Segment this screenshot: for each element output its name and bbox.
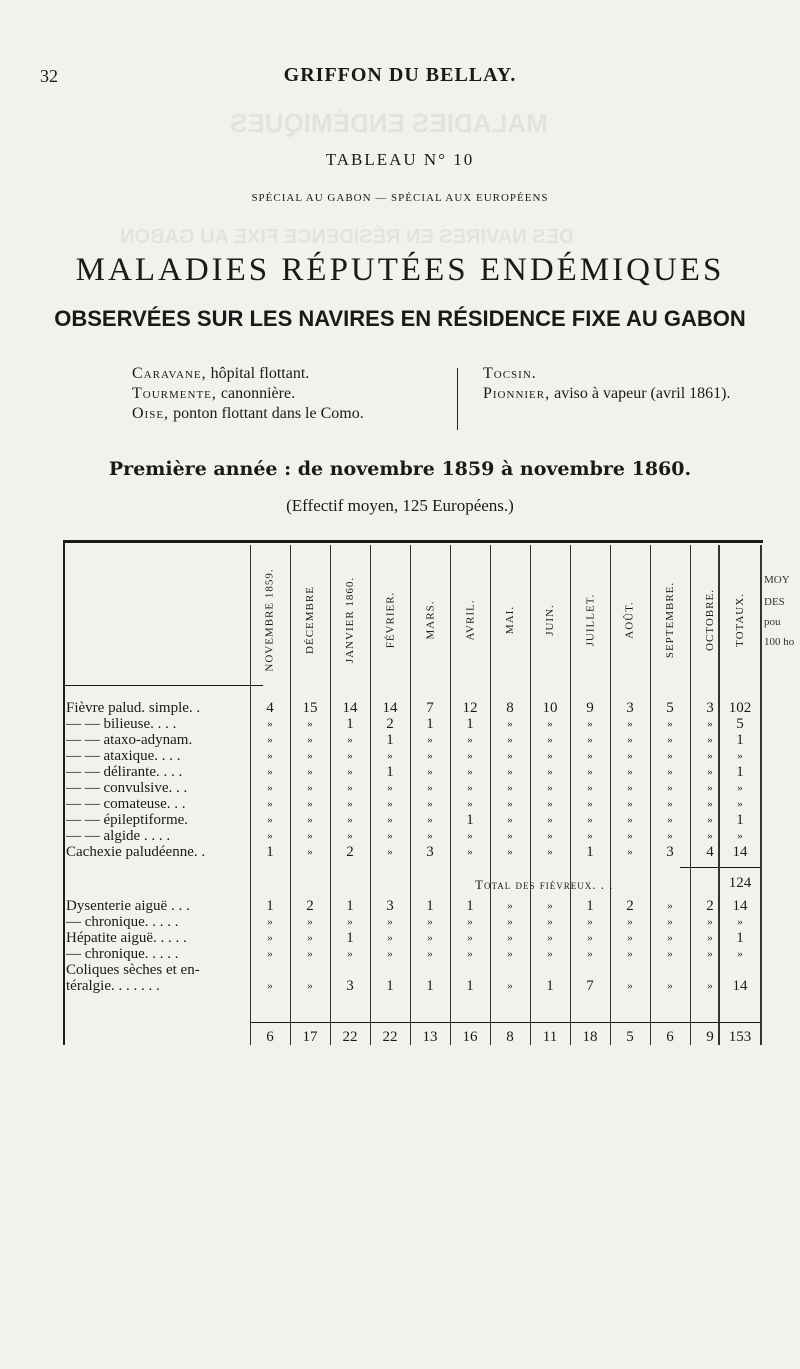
column-header: JUIN. bbox=[544, 604, 556, 636]
grand-total-cell: 6 bbox=[266, 1029, 274, 1045]
table-cell: » bbox=[387, 750, 393, 762]
table-cell: » bbox=[667, 830, 673, 842]
grand-total-cell: 5 bbox=[626, 1029, 634, 1045]
table-cell: 2 bbox=[706, 898, 714, 914]
running-head: GRIFFON DU BELLAY. bbox=[283, 64, 517, 86]
table-cell: » bbox=[267, 916, 273, 928]
table-cell: » bbox=[587, 830, 593, 842]
table-cell: » bbox=[467, 916, 473, 928]
table-cell: » bbox=[627, 734, 633, 746]
table-cell: » bbox=[387, 948, 393, 960]
table-cell: » bbox=[307, 782, 313, 794]
table-cell: » bbox=[587, 798, 593, 810]
table-cell: 5 bbox=[666, 700, 674, 716]
table-cell: » bbox=[507, 798, 513, 810]
row-label: — — convulsive. . . bbox=[66, 780, 188, 796]
table-cell: » bbox=[267, 932, 273, 944]
table-cell: » bbox=[627, 980, 633, 992]
table-cell: 1 bbox=[466, 812, 474, 828]
table-cell: » bbox=[307, 814, 313, 826]
totals-rule bbox=[250, 1022, 762, 1023]
table-cell: » bbox=[587, 916, 593, 928]
row-label: — — ataxo-adynam. bbox=[66, 732, 193, 748]
table-cell: » bbox=[507, 814, 513, 826]
column-header: TOTAUX. bbox=[734, 593, 747, 647]
table-cell: 4 bbox=[706, 844, 714, 860]
table-cell: » bbox=[387, 814, 393, 826]
table-cell: 1 bbox=[346, 898, 354, 914]
table-cell: » bbox=[627, 830, 633, 842]
table-cell: 1 bbox=[346, 930, 354, 946]
table-cell: » bbox=[427, 766, 433, 778]
column-header: FÉVRIER. bbox=[384, 591, 396, 649]
table-cell: » bbox=[267, 814, 273, 826]
table-cell: » bbox=[467, 782, 473, 794]
table-cell: 1 bbox=[736, 812, 744, 828]
table-cell: 9 bbox=[586, 700, 594, 716]
table-cell: » bbox=[737, 798, 743, 810]
table-cell: » bbox=[467, 766, 473, 778]
table-cell: » bbox=[507, 782, 513, 794]
table-cell: » bbox=[427, 814, 433, 826]
table-top-rule bbox=[63, 540, 763, 543]
table-cell: » bbox=[667, 766, 673, 778]
table-cell: » bbox=[427, 750, 433, 762]
table-cell: 3 bbox=[346, 978, 354, 994]
table-cell: » bbox=[387, 932, 393, 944]
table-cell: » bbox=[627, 916, 633, 928]
grand-total-cell: 17 bbox=[302, 1029, 318, 1045]
table-cell: » bbox=[707, 980, 713, 992]
table-cell: » bbox=[307, 750, 313, 762]
table-cell: » bbox=[667, 900, 673, 912]
main-title: MALADIES RÉPUTÉES ENDÉMIQUES bbox=[75, 252, 725, 288]
ship-entry: Tourmente, canonnière. bbox=[132, 385, 296, 402]
table-cell: » bbox=[267, 782, 273, 794]
table-cell: » bbox=[627, 766, 633, 778]
table-cell: » bbox=[587, 766, 593, 778]
fever-total-value: 124 bbox=[728, 875, 752, 891]
table-cell: 1 bbox=[586, 898, 594, 914]
table-cell: » bbox=[667, 814, 673, 826]
table-cell: » bbox=[707, 948, 713, 960]
column-rule bbox=[760, 545, 762, 1045]
table-cell: 14 bbox=[732, 978, 748, 994]
table-cell: » bbox=[707, 932, 713, 944]
table-cell: » bbox=[347, 916, 353, 928]
table-cell: » bbox=[507, 734, 513, 746]
row-label: Cachexie paludéenne. . bbox=[66, 844, 206, 860]
grand-total-cell: 16 bbox=[462, 1029, 478, 1045]
row-label: — chronique. . . . . bbox=[66, 946, 179, 962]
table-cell: » bbox=[707, 718, 713, 730]
column-header: SEPTEMBRE. bbox=[664, 581, 677, 659]
table-cell: 4 bbox=[266, 700, 274, 716]
table-cell: » bbox=[547, 948, 553, 960]
table-cell: » bbox=[427, 948, 433, 960]
table-cell: » bbox=[627, 782, 633, 794]
table-cell: » bbox=[547, 734, 553, 746]
table-cell: » bbox=[307, 734, 313, 746]
ship-entry: Pionnier, aviso à vapeur (avril 1861). bbox=[483, 385, 731, 402]
table-cell: » bbox=[587, 782, 593, 794]
table-cell: 12 bbox=[462, 700, 478, 716]
row-label: — — bilieuse. . . . bbox=[66, 716, 177, 732]
table-cell: » bbox=[307, 916, 313, 928]
table-cell: » bbox=[347, 734, 353, 746]
table-cell: 1 bbox=[586, 844, 594, 860]
table-cell: » bbox=[427, 830, 433, 842]
grand-total-cell: 22 bbox=[342, 1029, 358, 1045]
table-cell: » bbox=[427, 932, 433, 944]
table-cell: 1 bbox=[346, 716, 354, 732]
table-cell: » bbox=[667, 782, 673, 794]
table-cell: » bbox=[307, 830, 313, 842]
table-cell: 1 bbox=[426, 978, 434, 994]
table-cell: » bbox=[307, 948, 313, 960]
table-cell: 7 bbox=[426, 700, 434, 716]
table-cell: » bbox=[587, 948, 593, 960]
table-cell: » bbox=[707, 830, 713, 842]
table-cell: » bbox=[627, 798, 633, 810]
table-cell: » bbox=[587, 814, 593, 826]
table-cell: » bbox=[587, 932, 593, 944]
table-cell: 1 bbox=[736, 764, 744, 780]
table-cell: 2 bbox=[386, 716, 394, 732]
table-cell: » bbox=[507, 932, 513, 944]
table-cell: » bbox=[507, 916, 513, 928]
table-cell: 10 bbox=[542, 700, 558, 716]
table-cell: » bbox=[707, 916, 713, 928]
table-cell: » bbox=[737, 782, 743, 794]
table-cell: 3 bbox=[706, 700, 714, 716]
row-label: Dysenterie aiguë . . . bbox=[66, 898, 190, 914]
fever-total-label: Total des fiévreux. . . bbox=[475, 877, 614, 892]
table-cell: » bbox=[267, 798, 273, 810]
table-cell: » bbox=[507, 750, 513, 762]
table-cell: » bbox=[387, 916, 393, 928]
table-cell: » bbox=[547, 846, 553, 858]
table-cell: » bbox=[347, 798, 353, 810]
table-cell: » bbox=[707, 766, 713, 778]
table-cell: » bbox=[547, 766, 553, 778]
subtotal-rule bbox=[680, 867, 762, 868]
table-cell: » bbox=[707, 798, 713, 810]
table-cell: 14 bbox=[342, 700, 358, 716]
bleed-through: DES NAVIRES EN RÉSIDENCE FIXE AU GABON bbox=[120, 226, 574, 248]
table-cell: » bbox=[467, 798, 473, 810]
table-cell: » bbox=[667, 750, 673, 762]
table-cell: 2 bbox=[306, 898, 314, 914]
grand-total-cell: 18 bbox=[582, 1029, 598, 1045]
table-cell: 1 bbox=[386, 978, 394, 994]
grand-total-cell: 13 bbox=[422, 1029, 438, 1045]
table-cell: » bbox=[267, 830, 273, 842]
table-cell: 1 bbox=[736, 930, 744, 946]
table-cell: » bbox=[467, 750, 473, 762]
table-cell: » bbox=[667, 798, 673, 810]
table-cell: » bbox=[507, 948, 513, 960]
margin-fragment: DES bbox=[764, 596, 785, 608]
table-cell: 1 bbox=[466, 898, 474, 914]
table-cell: » bbox=[347, 814, 353, 826]
column-header: OCTOBRE. bbox=[704, 589, 717, 651]
table-cell: » bbox=[507, 830, 513, 842]
table-cell: 14 bbox=[732, 898, 748, 914]
row-label: Coliques sèches et en- bbox=[66, 962, 200, 978]
table-cell: » bbox=[737, 750, 743, 762]
table-cell: » bbox=[667, 734, 673, 746]
table-cell: » bbox=[467, 932, 473, 944]
table-cell: » bbox=[627, 750, 633, 762]
table-cell: 1 bbox=[426, 716, 434, 732]
table-cell: 1 bbox=[266, 844, 274, 860]
table-cell: » bbox=[627, 718, 633, 730]
column-header: MARS. bbox=[424, 600, 436, 640]
column-header: JANVIER 1860. bbox=[344, 576, 356, 664]
table-cell: » bbox=[427, 734, 433, 746]
table-cell: » bbox=[587, 718, 593, 730]
table-cell: » bbox=[627, 846, 633, 858]
table-cell: 1 bbox=[466, 978, 474, 994]
table-cell: » bbox=[307, 932, 313, 944]
divider bbox=[457, 368, 458, 430]
table-cell: 7 bbox=[586, 978, 594, 994]
margin-fragment: pou bbox=[764, 616, 781, 628]
table-cell: » bbox=[667, 718, 673, 730]
table-cell: 3 bbox=[626, 700, 634, 716]
table-cell: » bbox=[347, 830, 353, 842]
table-cell: » bbox=[667, 980, 673, 992]
table-cell: » bbox=[267, 718, 273, 730]
grand-total-cell: 22 bbox=[382, 1029, 398, 1045]
table-cell: » bbox=[507, 766, 513, 778]
table-cell: » bbox=[267, 750, 273, 762]
table-cell: » bbox=[547, 718, 553, 730]
table-cell: » bbox=[667, 916, 673, 928]
table-cell: 5 bbox=[736, 716, 744, 732]
column-header: AVRIL. bbox=[464, 599, 477, 641]
table-cell: » bbox=[507, 980, 513, 992]
table-cell: 1 bbox=[736, 732, 744, 748]
effectif-note: (Effectif moyen, 125 Européens.) bbox=[286, 496, 514, 515]
table-cell: » bbox=[307, 766, 313, 778]
table-cell: » bbox=[347, 782, 353, 794]
table-cell: » bbox=[667, 932, 673, 944]
table-subtitle: SPÉCIAL AU GABON — SPÉCIAL AUX EUROPÉENS bbox=[251, 192, 549, 204]
margin-fragment: MOY bbox=[764, 574, 790, 586]
table-cell: 3 bbox=[666, 844, 674, 860]
row-label: Hépatite aiguë. . . . . bbox=[66, 930, 187, 946]
table-cell: 1 bbox=[386, 732, 394, 748]
table-cell: » bbox=[507, 718, 513, 730]
table-cell: 102 bbox=[728, 700, 752, 716]
header-rule bbox=[63, 685, 263, 686]
ship-list-left bbox=[132, 364, 364, 424]
table-cell: » bbox=[307, 718, 313, 730]
table-cell: » bbox=[467, 830, 473, 842]
row-label: — — algide . . . . bbox=[66, 828, 171, 844]
row-label: — — comateuse. . . bbox=[66, 796, 186, 812]
table-cell: » bbox=[707, 750, 713, 762]
table-cell: » bbox=[707, 734, 713, 746]
table-cell: 14 bbox=[382, 700, 398, 716]
table-number: TABLEAU N° 10 bbox=[325, 150, 475, 169]
table-cell: » bbox=[427, 782, 433, 794]
table-cell: » bbox=[387, 782, 393, 794]
table-cell: » bbox=[667, 948, 673, 960]
table-cell: » bbox=[267, 948, 273, 960]
ship-list-right bbox=[483, 364, 731, 404]
table-cell: » bbox=[467, 948, 473, 960]
table-cell: » bbox=[347, 750, 353, 762]
margin-fragment: 100 ho bbox=[764, 636, 795, 648]
table-cell: 15 bbox=[302, 700, 318, 716]
table-cell: » bbox=[387, 830, 393, 842]
main-subtitle: OBSERVÉES SUR LES NAVIRES EN RÉSIDENCE FIXE AU GABON bbox=[54, 306, 746, 331]
table-cell: » bbox=[627, 932, 633, 944]
table-cell: » bbox=[547, 782, 553, 794]
table-cell: 1 bbox=[546, 978, 554, 994]
page-number: 32 bbox=[40, 66, 58, 86]
grand-total-cell: 153 bbox=[728, 1029, 752, 1045]
table-cell: » bbox=[627, 948, 633, 960]
table-cell: 3 bbox=[426, 844, 434, 860]
table-cell: » bbox=[347, 766, 353, 778]
table-left-rule bbox=[63, 543, 65, 1045]
table-cell: » bbox=[547, 932, 553, 944]
table-cell: » bbox=[267, 980, 273, 992]
table-cell: » bbox=[427, 798, 433, 810]
table-cell: 2 bbox=[346, 844, 354, 860]
table-cell: » bbox=[547, 814, 553, 826]
table-cell: 14 bbox=[732, 844, 748, 860]
table-cell: » bbox=[307, 980, 313, 992]
table-cell: 1 bbox=[466, 716, 474, 732]
row-label: — — ataxique. . . . bbox=[66, 748, 181, 764]
table-cell: » bbox=[707, 782, 713, 794]
table-cell: » bbox=[467, 846, 473, 858]
table-cell: » bbox=[547, 900, 553, 912]
period-heading: Première année : de novembre 1859 à novembre 1860. bbox=[108, 458, 692, 480]
table-cell: » bbox=[587, 750, 593, 762]
grand-total-cell: 6 bbox=[666, 1029, 674, 1045]
ship-entry: Tocsin. bbox=[483, 365, 537, 382]
table-cell: » bbox=[307, 798, 313, 810]
table-cell: » bbox=[387, 798, 393, 810]
column-header: JUILLET. bbox=[584, 593, 597, 647]
table-cell: 1 bbox=[266, 898, 274, 914]
table-cell: » bbox=[587, 734, 593, 746]
table-cell: 8 bbox=[506, 700, 514, 716]
table-cell: 3 bbox=[386, 898, 394, 914]
table-cell: » bbox=[707, 814, 713, 826]
table-cell: » bbox=[427, 916, 433, 928]
ship-entry: Caravane, hôpital flottant. bbox=[132, 365, 310, 382]
row-label: téralgie. . . . . . . bbox=[66, 978, 160, 994]
table-cell: » bbox=[507, 846, 513, 858]
table-cell: » bbox=[737, 830, 743, 842]
table-cell: » bbox=[267, 734, 273, 746]
column-header: MAI. bbox=[503, 605, 516, 635]
grand-total-cell: 9 bbox=[706, 1029, 714, 1045]
column-header: NOVEMBRE 1859. bbox=[264, 568, 277, 672]
table-cell: » bbox=[627, 814, 633, 826]
table-cell: » bbox=[387, 846, 393, 858]
table-cell: » bbox=[737, 948, 743, 960]
table-cell: » bbox=[507, 900, 513, 912]
table-cell: 2 bbox=[626, 898, 634, 914]
column-header: AOÛT. bbox=[623, 601, 636, 639]
row-label: — chronique. . . . . bbox=[66, 914, 179, 930]
table-cell: » bbox=[547, 750, 553, 762]
table-cell: » bbox=[347, 948, 353, 960]
table-cell: » bbox=[737, 916, 743, 928]
grand-total-cell: 8 bbox=[506, 1029, 514, 1045]
table-cell: 1 bbox=[426, 898, 434, 914]
table-cell: » bbox=[267, 766, 273, 778]
table-cell: » bbox=[547, 916, 553, 928]
table-cell: » bbox=[547, 830, 553, 842]
bleed-through: MALADIES ENDÉMIQUES bbox=[230, 108, 548, 138]
table-cell: » bbox=[547, 798, 553, 810]
ship-entry: Oise, ponton flottant dans le Como. bbox=[132, 405, 364, 422]
table-cell: 1 bbox=[386, 764, 394, 780]
row-label: Fièvre palud. simple. . bbox=[66, 700, 201, 716]
table-cell: » bbox=[467, 734, 473, 746]
table-cell: » bbox=[307, 846, 313, 858]
row-label: — — épileptiforme. bbox=[66, 812, 189, 828]
row-label: — — délirante. . . . bbox=[66, 764, 183, 780]
column-header: DÉCEMBRE bbox=[304, 586, 316, 654]
grand-total-cell: 11 bbox=[542, 1029, 558, 1045]
